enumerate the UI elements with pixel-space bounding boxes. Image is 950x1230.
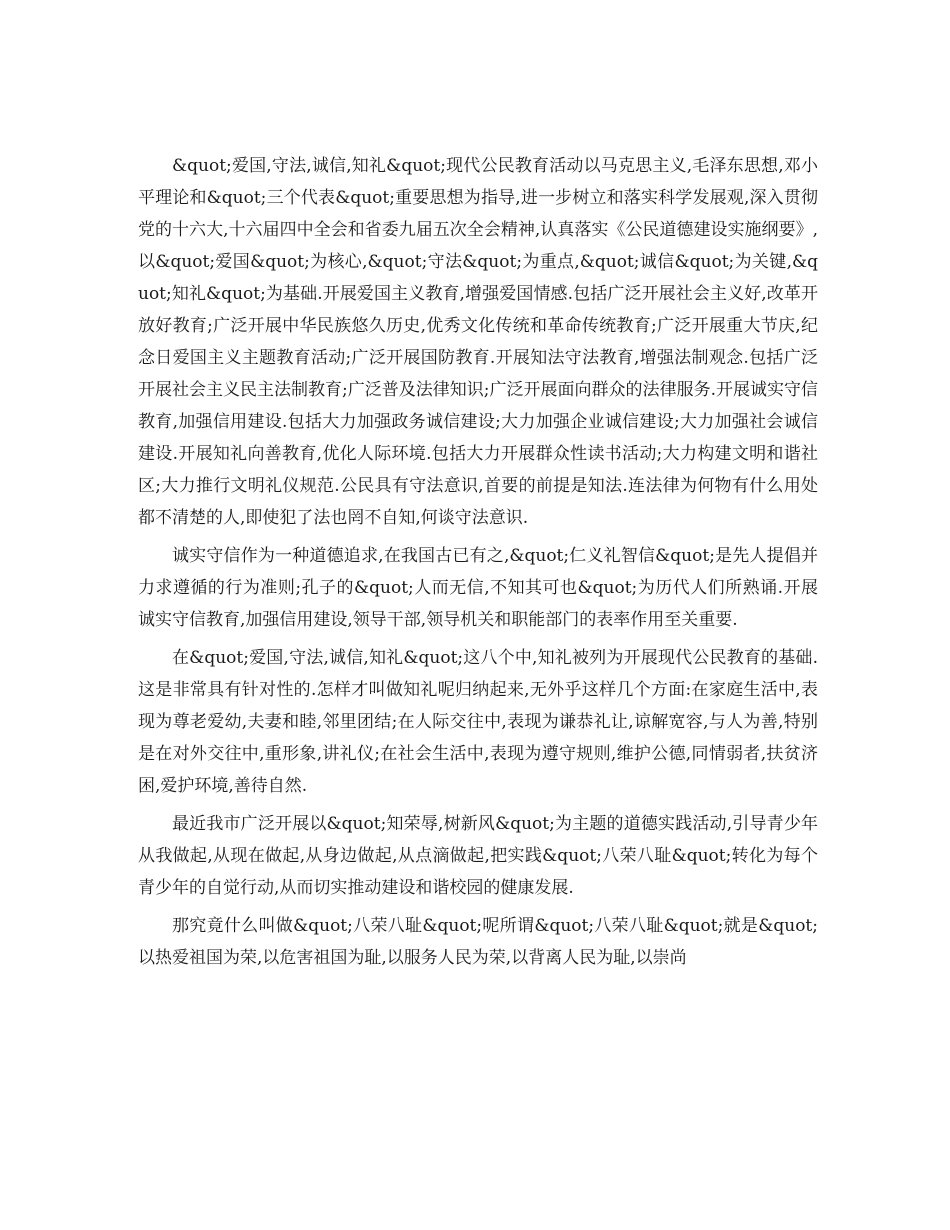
document-page: [138, 150, 818, 980]
paragraph-4: 最近我市广泛开展以&quot;知荣辱,树新风&quot;为主题的道德实践活动,引导青少年从我做起,从现在做起,从身边做起,从点滴做起,把实践&quot;八荣八耻&quot;转化为每个青少年的自觉行动,从而切实推动建设和谐校园的健康发展.: [138, 814, 818, 898]
paragraph-1: &quot;爱国,守法,诚信,知礼&quot;现代公民教育活动以马克思主义,毛泽东思想,邓小平理论和&quot;三个代表&quot;重要思想为指导,进一步树立和落实科学发展观,深入贯彻党的十六大,十六届四中全会和省委九届五次全会精神,认真落实《公民道德建设实施纲要》,以&quot;爱国&quot;为核心,&quot;守法&quot;为重点,&quot;诚信&quot;为关键,&quot;知礼&quot;为基础.开展爱国主义教育,增强爱国情感.包括广泛开展社会主义好,改革开放好教育;广泛开展中华民族悠久历史,优秀文化传统和革命传统教育;广泛开展重大节庆,纪念日爱国主义主题教育活动;广泛开展国防教育.开展知法守法教育,增强法制观念.包括广泛开展社会主义民主法制教育;广泛普及法律知识;广泛开展面向群众的法律服务.开展诚实守信教育,加强信用建设.包括大力加强政务诚信建设;大力加强企业诚信建设;大力加强社会诚信建设.开展知礼向善教育,优化人际环境.包括大力开展群众性读书活动;大力构建文明和谐社区;大力推行文明礼仪规范.公民具有守法意识,首要的前提是知法.连法律为何物有什么用处都不清楚的人,即使犯了法也罔不自知,何谈守法意识.: [138, 156, 818, 528]
paragraph-5: 那究竟什么叫做&quot;八荣八耻&quot;呢所谓&quot;八荣八耻&quot;就是&quot;以热爱祖国为荣,以危害祖国为耻,以服务人民为荣,以背离人民为耻,以崇尚: [138, 916, 818, 968]
paragraph-3: 在&quot;爱国,守法,诚信,知礼&quot;这八个中,知礼被列为开展现代公民教育的基础.这是非常具有针对性的.怎样才叫做知礼呢归纳起来,无外乎这样几个方面:在家庭生活中,表现为尊老爱幼,夫妻和睦,邻里团结;在人际交往中,表现为谦恭礼让,谅解宽容,与人为善,特别是在对外交往中,重形象,讲礼仪;在社会生活中,表现为遵守规则,维护公德,同情弱者,扶贫济困,爱护环境,善待自然.: [138, 648, 818, 796]
paragraph-2: 诚实守信作为一种道德追求,在我国古已有之,&quot;仁义礼智信&quot;是先人提倡并力求遵循的行为准则;孔子的&quot;人而无信,不知其可也&quot;为历代人们所熟诵.开展诚实守信教育,加强信用建设,领导干部,领导机关和职能部门的表率作用至关重要.: [138, 546, 818, 630]
